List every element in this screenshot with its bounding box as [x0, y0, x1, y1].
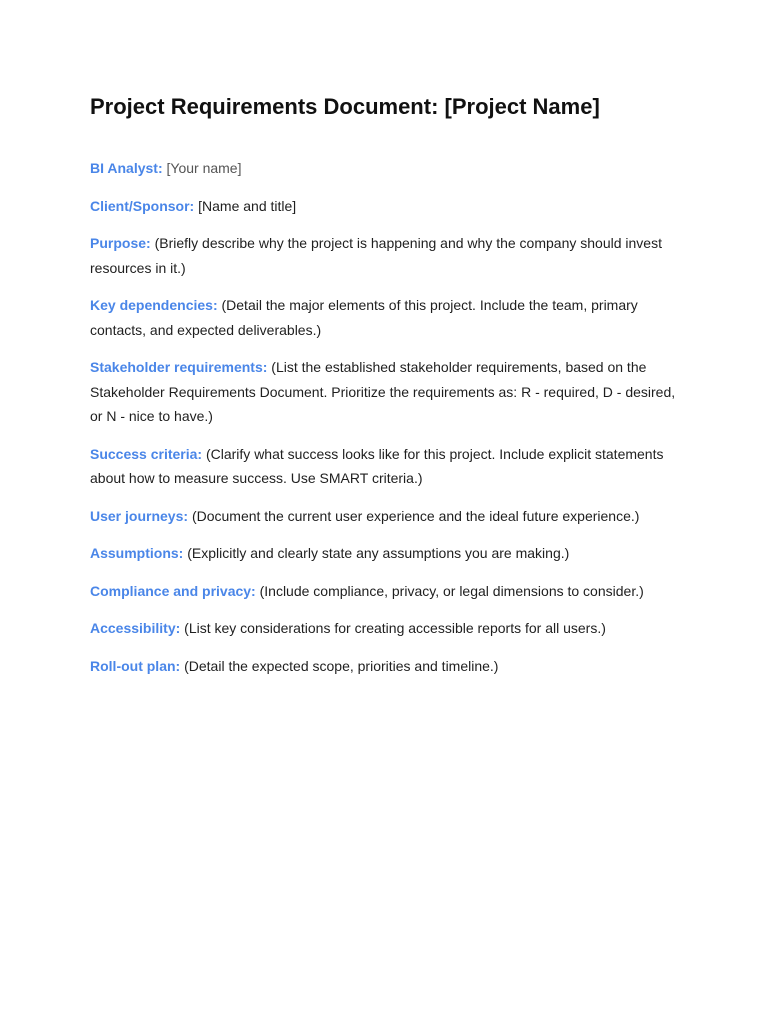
field-label: Stakeholder requirements:: [90, 359, 268, 375]
field-bi-analyst: [90, 156, 680, 181]
field-success-criteria: [90, 442, 680, 491]
field-label: Client/Sponsor:: [90, 197, 195, 214]
field-roll-out-plan: [90, 654, 680, 679]
field-label: Compliance and privacy:: [90, 582, 256, 599]
field-key-dependencies: [90, 293, 680, 342]
field-label: Accessibility:: [90, 620, 181, 636]
field-user-journeys: [90, 504, 680, 529]
field-value: (Include compliance, privacy, or legal dimensions to consider.): [259, 582, 644, 599]
field-assumptions: [90, 541, 680, 566]
field-label: Key dependencies:: [90, 297, 218, 313]
field-value: (List the established stakeholder requirements, based on the Stakeholder Requirements Document. Prioritize the requirements as: R - required, D - desired, or N - nice to have.): [90, 359, 676, 424]
field-value: (Explicitly and clearly state any assumptions you are making.): [187, 545, 570, 561]
field-purpose: [90, 231, 680, 280]
document-title: Project Requirements Document: [Project Name]: [90, 94, 600, 119]
document-page: [90, 94, 680, 691]
field-label: Purpose:: [90, 235, 151, 251]
field-label: Success criteria:: [90, 445, 203, 462]
field-label: BI Analyst:: [90, 160, 163, 176]
field-value: [Your name]: [166, 160, 242, 176]
field-compliance-privacy: [90, 579, 680, 604]
field-value: (List key considerations for creating accessible reports for all users.): [184, 620, 606, 636]
field-value: (Detail the major elements of this project. Include the team, primary contacts, and expected deliverables.): [90, 297, 638, 338]
field-value: (Document the current user experience and the ideal future experience.): [191, 507, 640, 524]
field-label: Assumptions:: [90, 545, 184, 561]
field-value: (Clarify what success looks like for this project. Include explicit statements about how to measure success. Use SMART criteria.): [90, 445, 664, 486]
field-label: User journeys:: [90, 507, 189, 524]
field-stakeholder-requirements: [90, 355, 680, 429]
field-client-sponsor: [90, 194, 680, 219]
field-value: (Detail the expected scope, priorities and timeline.): [184, 657, 499, 674]
field-value: [Name and title]: [198, 197, 297, 214]
field-label: Roll-out plan:: [90, 657, 181, 674]
field-accessibility: [90, 616, 680, 641]
field-value: (Briefly describe why the project is happening and why the company should invest resources in it.): [90, 235, 662, 276]
